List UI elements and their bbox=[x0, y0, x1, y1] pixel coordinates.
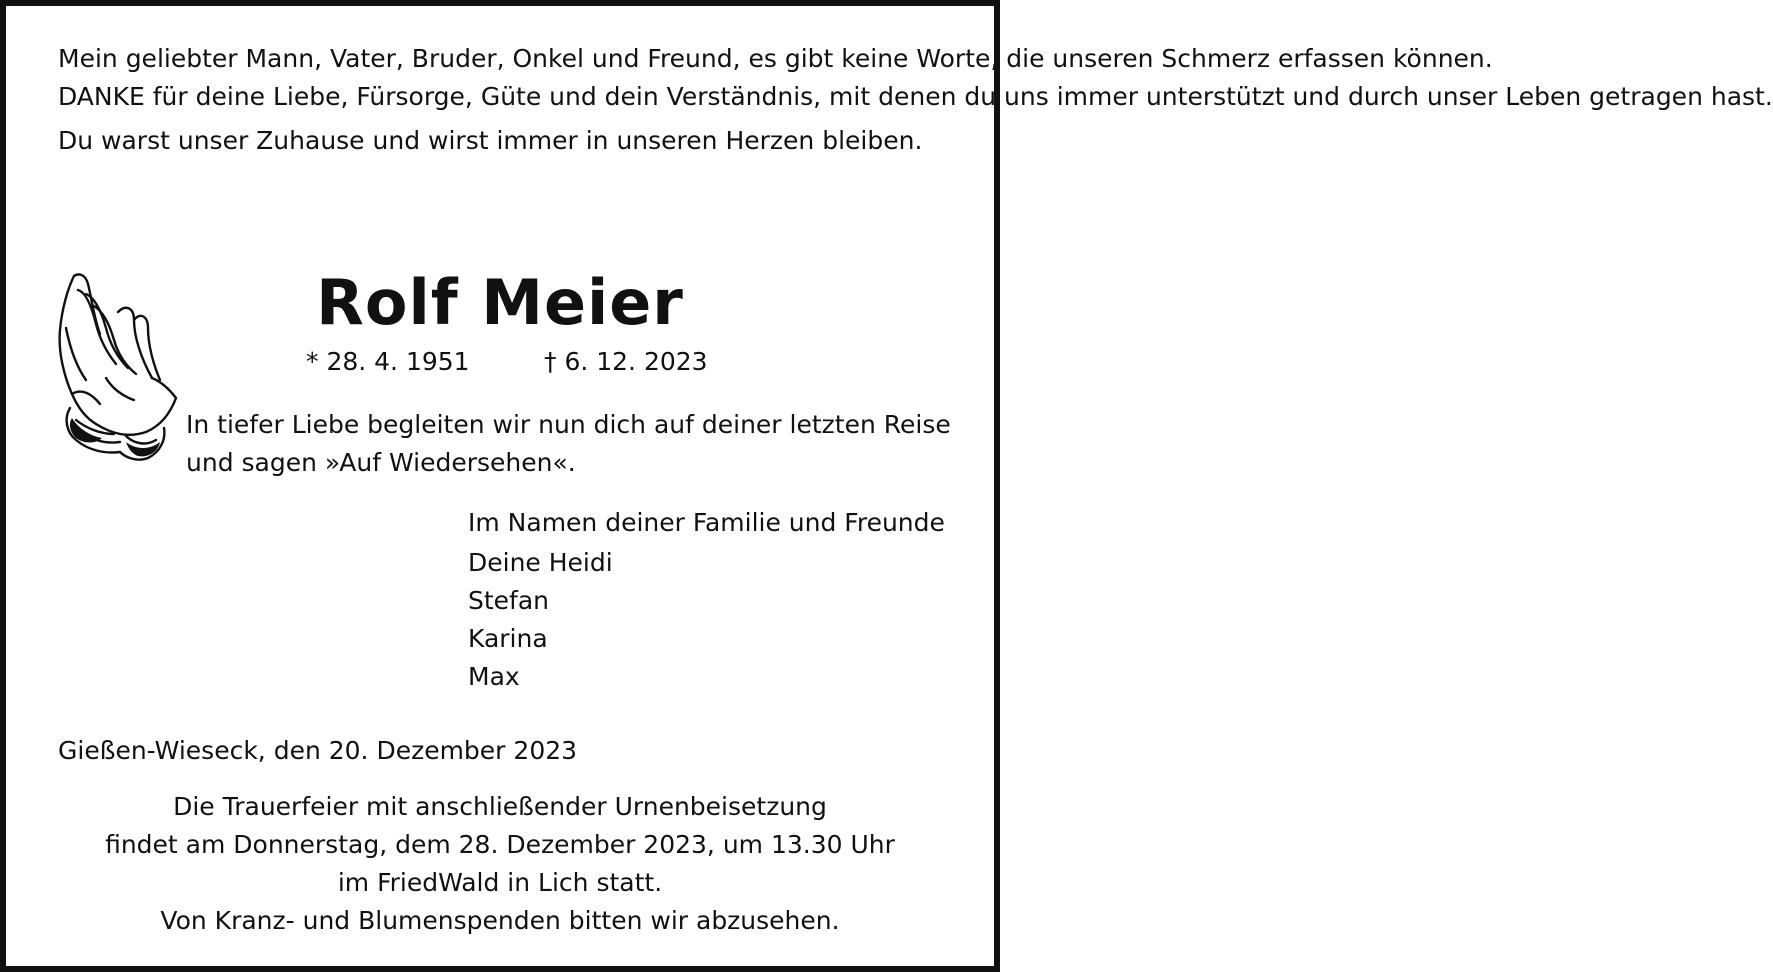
family-member: Max bbox=[468, 662, 520, 691]
place-and-date: Gießen-Wieseck, den 20. Dezember 2023 bbox=[58, 736, 578, 765]
ceremony-line-4: Von Kranz- und Blumenspenden bitten wir abzusehen. bbox=[160, 906, 840, 935]
farewell-text bbox=[186, 406, 956, 482]
family-member: Deine Heidi bbox=[468, 548, 613, 577]
intro-line-2: DANKE für deine Liebe, Fürsorge, Güte und dein Verständnis, mit denen du uns immer unterstützt und durch unser Leben getragen hast. bbox=[58, 82, 1773, 111]
intro-line-1: Mein geliebter Mann, Vater, Bruder, Onkel und Freund, es gibt keine Worte, die unseren Schmerz erfassen können. bbox=[58, 44, 1493, 73]
family-heading: Im Namen deiner Familie und Freunde bbox=[468, 508, 945, 537]
family-member: Stefan bbox=[468, 586, 550, 615]
ceremony-line-2: findet am Donnerstag, dem 28. Dezember 2023, um 13.30 Uhr bbox=[105, 830, 895, 859]
ceremony-info bbox=[6, 788, 994, 940]
intro-text bbox=[58, 40, 1773, 160]
farewell-line-2: und sagen »Auf Wiedersehen«. bbox=[186, 448, 576, 477]
ceremony-line-3: im FriedWald in Lich statt. bbox=[337, 868, 663, 897]
family-signature bbox=[468, 504, 945, 696]
birth-date: * 28. 4. 1951 bbox=[306, 347, 470, 376]
family-members bbox=[468, 544, 945, 696]
intro-line-3: Du warst unser Zuhause und wirst immer in unseren Herzen bleiben. bbox=[58, 126, 923, 155]
death-date: † 6. 12. 2023 bbox=[544, 347, 708, 376]
farewell-line-1: In tiefer Liebe begleiten wir nun dich auf deiner letzten Reise bbox=[186, 410, 951, 439]
family-member: Karina bbox=[468, 624, 548, 653]
ceremony-line-1: Die Trauerfeier mit anschließender Urnenbeisetzung bbox=[173, 792, 827, 821]
deceased-name: Rolf Meier bbox=[316, 266, 684, 339]
